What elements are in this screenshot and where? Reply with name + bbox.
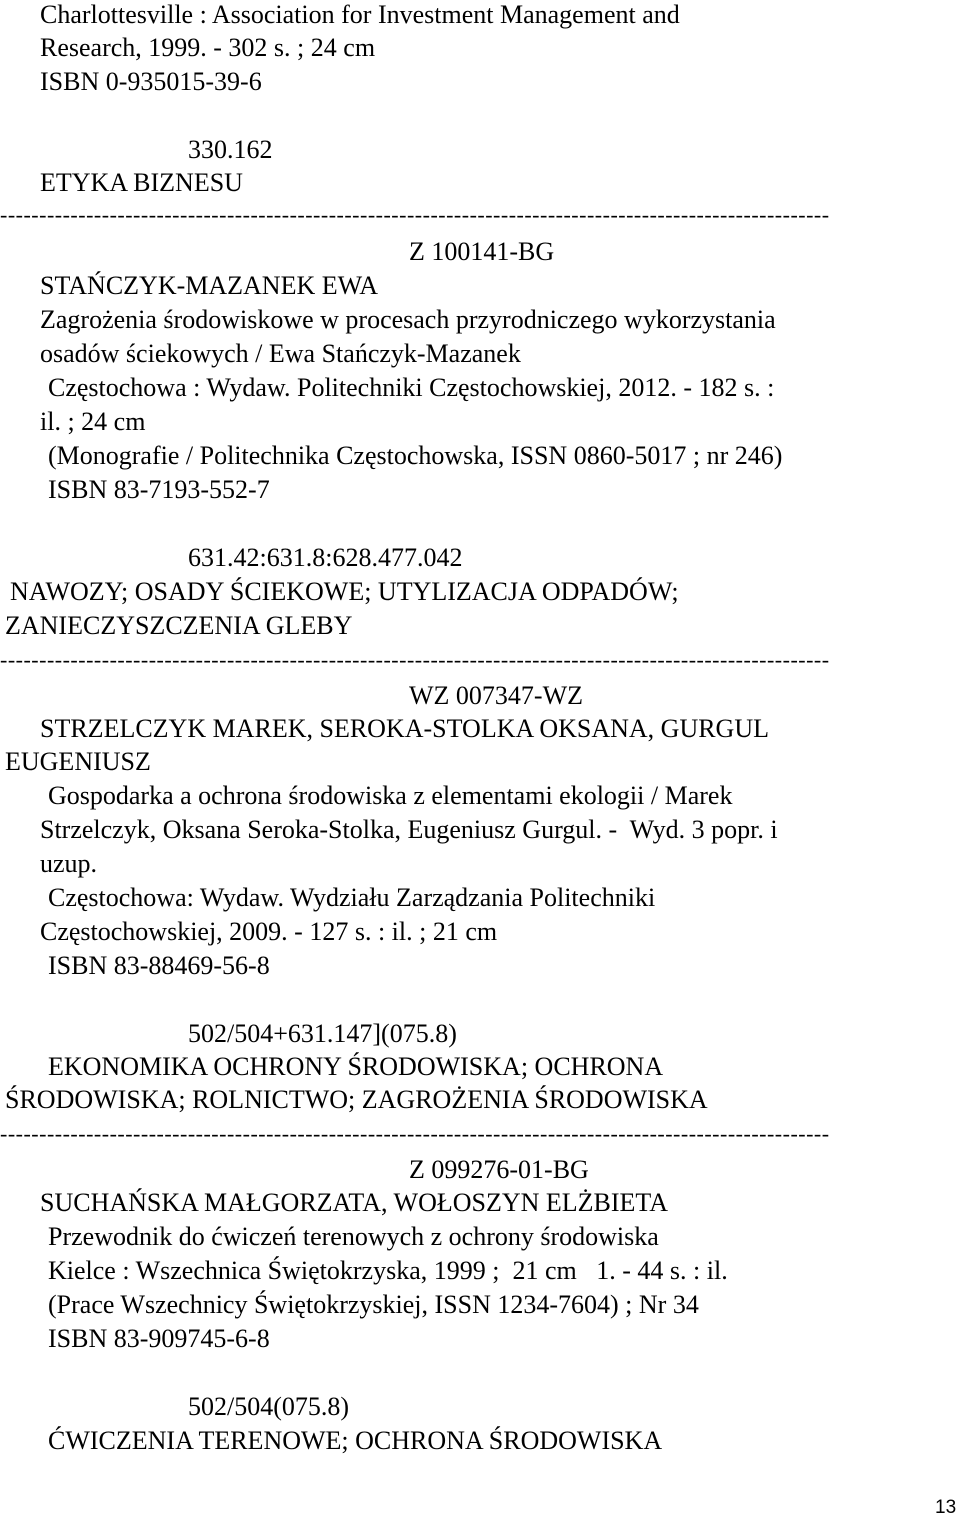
description-line: Przewodnik do ćwiczeń terenowych z ochrony środowiska xyxy=(48,1222,659,1251)
subject-headings: ZANIECZYSZCZENIA GLEBY xyxy=(5,611,353,640)
description-line: Strzelczyk, Oksana Seroka-Stolka, Eugeniusz Gurgul. - Wyd. 3 popr. i xyxy=(40,815,778,844)
description-line: osadów ściekowych / Ewa Stańczyk-Mazanek xyxy=(40,339,521,368)
prev-entry-publisher-line: Research, 1999. - 302 s. ; 24 cm xyxy=(40,33,376,62)
separator-line: ---------------------------------------------------------------------------------------------------------- xyxy=(0,1124,830,1144)
subject-headings: ŚRODOWISKA; ROLNICTWO; ZAGROŻENIA ŚRODOWISKA xyxy=(5,1085,708,1114)
author-line: STAŃCZYK-MAZANEK EWA xyxy=(40,271,379,300)
classification-number: 631.42:631.8:628.477.042 xyxy=(188,543,463,572)
description-line: (Prace Wszechnicy Świętokrzyskiej, ISSN 1234-7604) ; Nr 34 xyxy=(48,1290,699,1319)
subject-headings: ETYKA BIZNESU xyxy=(40,168,243,197)
shelf-signature: Z 100141-BG xyxy=(409,237,555,266)
prev-entry-isbn: ISBN 0-935015-39-6 xyxy=(40,67,262,96)
description-line: Częstochowa : Wydaw. Politechniki Częstochowskiej, 2012. - 182 s. : xyxy=(48,373,775,402)
isbn-line: ISBN 83-88469-56-8 xyxy=(48,951,270,980)
prev-entry-publisher-line: Charlottesville : Association for Investment Management and xyxy=(40,0,680,29)
separator-line: ---------------------------------------------------------------------------------------------------------- xyxy=(0,205,830,225)
shelf-signature: WZ 007347-WZ xyxy=(409,681,584,710)
author-line: EUGENIUSZ xyxy=(5,747,151,776)
description-line: Zagrożenia środowiskowe w procesach przyrodniczego wykorzystania xyxy=(40,305,776,334)
subject-headings: ĆWICZENIA TERENOWE; OCHRONA ŚRODOWISKA xyxy=(48,1426,663,1455)
author-line: SUCHAŃSKA MAŁGORZATA, WOŁOSZYN ELŻBIETA xyxy=(40,1188,669,1217)
classification-number: 502/504+631.147](075.8) xyxy=(188,1019,457,1048)
description-line: Kielce : Wszechnica Świętokrzyska, 1999 ; 21 cm 1. - 44 s. : il. xyxy=(48,1256,728,1285)
description-line: Częstochowa: Wydaw. Wydziału Zarządzania Politechniki xyxy=(48,883,656,912)
description-line: il. ; 24 cm xyxy=(40,407,146,436)
shelf-signature: Z 099276-01-BG xyxy=(409,1155,589,1184)
author-line: STRZELCZYK MAREK, SEROKA-STOLKA OKSANA, GURGUL xyxy=(40,714,769,743)
description-line: uzup. xyxy=(40,849,98,878)
description-line: Częstochowskiej, 2009. - 127 s. : il. ; 21 cm xyxy=(40,917,498,946)
isbn-line: ISBN 83-7193-552-7 xyxy=(48,475,270,504)
subject-headings: EKONOMIKA OCHRONY ŚRODOWISKA; OCHRONA xyxy=(48,1052,664,1081)
separator-line: ---------------------------------------------------------------------------------------------------------- xyxy=(0,650,830,670)
description-line: (Monografie / Politechnika Częstochowska, ISSN 0860-5017 ; nr 246) xyxy=(48,441,783,470)
classification-number: 330.162 xyxy=(188,135,273,164)
isbn-line: ISBN 83-909745-6-8 xyxy=(48,1324,270,1353)
subject-headings: NAWOZY; OSADY ŚCIEKOWE; UTYLIZACJA ODPADÓW; xyxy=(10,577,679,606)
description-line: Gospodarka a ochrona środowiska z elementami ekologii / Marek xyxy=(48,781,733,810)
page-number: 13 xyxy=(935,1497,957,1518)
classification-number: 502/504(075.8) xyxy=(188,1392,350,1421)
